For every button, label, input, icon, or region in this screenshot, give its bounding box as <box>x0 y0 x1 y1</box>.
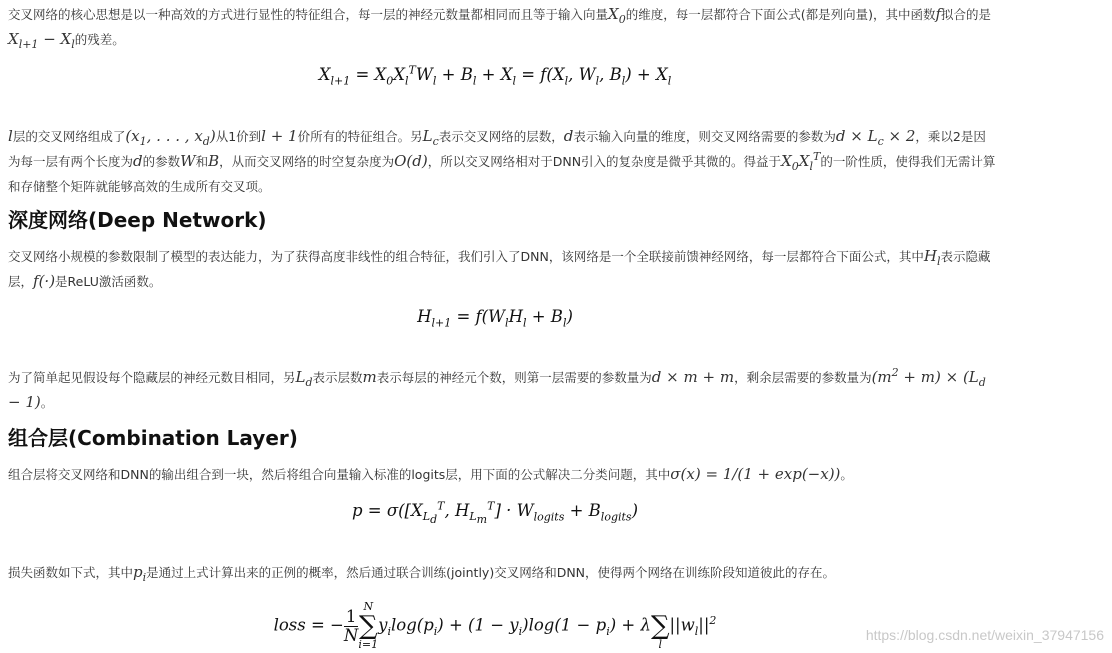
math-f-dot: f(·) <box>33 272 56 290</box>
math-b: B <box>208 152 220 170</box>
math-d: d <box>563 127 574 145</box>
math-residual: $X_{l+1} - X_l$ <box>8 30 75 51</box>
text-segment: 表示层数 <box>312 370 363 385</box>
text-segment: ，所以交叉网络相对于DNN引入的复杂度是微乎其微的。得益于 <box>427 154 782 169</box>
logits-equation: $p = \sigma([X_{L_d}^T$, $H_{L_m}^T] \cdot W_{logits} + B_{logits}$) <box>351 499 638 527</box>
math-l-plus-1: l + 1 <box>261 127 298 145</box>
text-segment: 交叉网络的核心思想是以一种高效的方式进行显性的特征组合，每一层的神经元数量都相同而且等于输入向量 <box>8 7 609 22</box>
deep-network-paragraph <box>8 244 998 294</box>
text-segment: 价所有的特征组合。另 <box>297 129 423 144</box>
text-segment: 拟合的是 <box>941 7 992 22</box>
text-segment: 表示交叉网络的层数， <box>438 129 564 144</box>
deep-network-heading: 深度网络(Deep Network) <box>8 208 267 232</box>
text-segment: 的参数 <box>142 154 181 169</box>
math-d: d <box>133 152 143 170</box>
math-l: l <box>8 127 13 145</box>
text-segment: 表示输入向量的维度，则交叉网络需要的参数为 <box>573 129 836 144</box>
summation-l: ∑ l <box>650 611 670 651</box>
math-x0: $X_0$ <box>608 5 626 26</box>
text-segment: 。 <box>40 395 54 410</box>
text-segment: ，剩余层需要的参数量为 <box>734 370 872 385</box>
loss-equation: loss = − $\frac{1}{N}$ N ∑ i=1 $y_i\log(p_i) + (1 - y_i)\log(1 - p_i) + \lambda$ ∑ l $||w_l||^2$ <box>273 600 717 651</box>
math-complexity: O(d) <box>394 152 428 170</box>
text-segment: 层的交叉网络组成了 <box>12 129 126 144</box>
text-segment: 从1价到 <box>215 129 262 144</box>
math-lc: $L_c$ <box>422 127 439 148</box>
text-segment: 和 <box>195 154 209 169</box>
math-f: f <box>935 5 942 23</box>
math-param-count: $d \times L_c \times 2$ <box>835 127 916 148</box>
deep-layer-equation: $H_{l+1} = f(W_lH_l + B_l)$ <box>417 307 573 330</box>
text-segment: 的维度，每一层都符合下面公式(都是列向量)，其中函数 <box>625 7 936 22</box>
math-m: m <box>362 368 377 386</box>
math-first-layer-params: d × m + m <box>651 368 735 386</box>
text-segment: 表示隐藏层， <box>8 249 991 289</box>
text-segment: 。 <box>840 467 853 482</box>
text-segment: 的一阶性质，使得我们无需计算和存储整个矩阵就能够高效的生成所有交叉项。 <box>8 154 996 194</box>
math-hl: $H_l$ <box>923 247 941 268</box>
text-segment: 交叉网络小规模的参数限制了模型的表达能力，为了获得高度非线性的组合特征，我们引入了DNN，该网络是一个全联接前馈神经网络，每一层都符合下面公式，其中 <box>8 249 924 264</box>
summation-i: N ∑ i=1 <box>358 600 379 651</box>
source-watermark: https://blog.csdn.net/weixin_37947156 <box>865 627 1104 643</box>
text-segment: 是ReLU激活函数。 <box>55 274 162 289</box>
cross-network-complexity-paragraph <box>8 124 998 199</box>
text-segment: 是通过上式计算出来的正例的概率，然后通过联合训练(jointly)交叉网络和DNN，使得两个网络在训练阶段知道彼此的存在。 <box>146 565 836 580</box>
text-segment: 为了简单起见假设每个隐藏层的神经元数目相同，另 <box>8 370 296 385</box>
math-sigmoid: σ(x) = 1/(1 + exp(−x)) <box>670 465 841 483</box>
math-ld: $L_d$ <box>295 368 313 389</box>
combination-layer-heading: 组合层(Combination Layer) <box>8 426 298 450</box>
math-pi: $p_i$ <box>133 563 147 584</box>
cross-network-intro-paragraph <box>8 2 998 52</box>
math-features: ($x_1$, . . . , $x_d$) <box>125 127 216 148</box>
text-segment: 组合层将交叉网络和DNN的输出组合到一块，然后将组合向量输入标准的logits层，用下面的公式解决二分类问题，其中 <box>8 467 671 482</box>
text-segment: 的残差。 <box>74 32 125 47</box>
fraction-1-over-n: $\frac{1}{N}$ <box>343 606 359 645</box>
math-x0-xlt: $X_0X_l^T$ <box>781 150 821 173</box>
text-segment: ，乘以2是因为每一层有两个长度为 <box>8 129 986 169</box>
combination-layer-paragraph <box>8 462 998 487</box>
deep-network-params-paragraph <box>8 365 998 415</box>
text-segment: 表示每层的神经元个数，则第一层需要的参数量为 <box>376 370 652 385</box>
cross-layer-equation: $X_{l+1} = X_0X_l^TW_l + B_l + X_l = f(X_l$, $W_l$, $B_l) + X_l$ <box>318 63 672 88</box>
math-w: W <box>180 152 196 170</box>
loss-function-paragraph <box>8 560 998 585</box>
math-rest-layer-params: $(m^2 + m) \times (L_d - 1)$ <box>8 366 986 411</box>
text-segment: 损失函数如下式，其中 <box>8 565 134 580</box>
text-segment: ，从而交叉网络的时空复杂度为 <box>219 154 395 169</box>
